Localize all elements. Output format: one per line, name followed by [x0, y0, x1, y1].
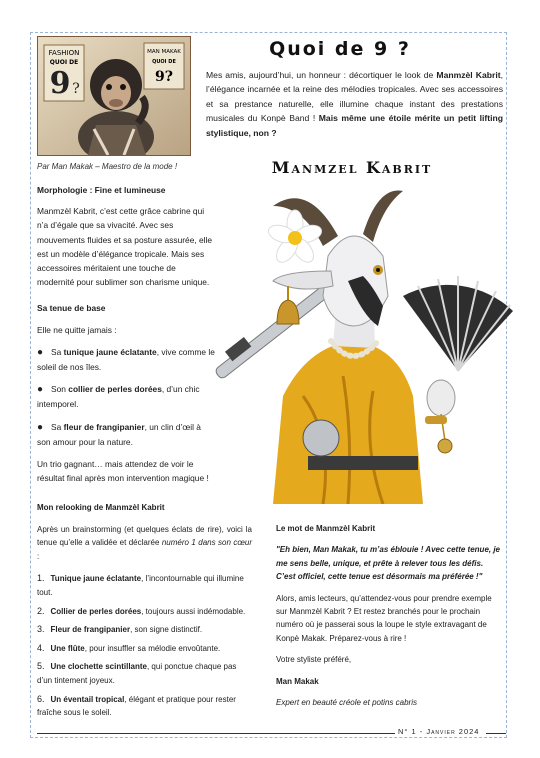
bullet-icon: ● [37, 421, 44, 433]
base-outfit-outro: Un trio gagnant… mais attendez de voir le résultat final après mon intervention magique ! [37, 459, 209, 484]
goat-illustration [213, 176, 513, 504]
list-item: 3. Fleur de frangipanier, son signe distinctif. [37, 624, 203, 635]
quote-heading: Le mot de Manmzèl Kabrit [276, 524, 376, 533]
list-item: ● Sa fleur de frangipanier, un clin d’œil à son amour pour la nature. [37, 421, 201, 447]
signature-name: Man Makak [276, 676, 319, 686]
left-column [37, 183, 215, 493]
footer-rule-right [486, 733, 506, 734]
signature-line: Votre styliste préféré, [276, 655, 352, 665]
relooking-heading: Mon relooking de Manmzèl Kabrit [37, 503, 165, 512]
svg-text:FASHION: FASHION [48, 49, 80, 57]
fashion-monkey-image [37, 36, 191, 156]
footer-rule [37, 733, 395, 734]
list-item: 5. Une clochette scintillante, qui ponctue chaque pas d’un tintement joyeux. [37, 661, 237, 685]
page-title: Quoi de 9 ? [269, 38, 411, 60]
list-item: ● Sa tunique jaune éclatante, vive comme le soleil de nos îles. [37, 346, 215, 373]
svg-text:9: 9 [49, 66, 71, 101]
closing-paragraph: Alors, amis lecteurs, qu’attendez-vous pour prendre exemple sur Manmzèl Kabrit ? Et restez branchés pour le prochain numéro où je passerai sous la loupe le style extravagant de Konpè Makak. Préparez-vous à rire ! [276, 593, 492, 643]
byline: Par Man Makak – Maestro de la mode ! [37, 162, 178, 171]
relooking-section [37, 501, 252, 725]
base-outfit-heading: Sa tenue de base [37, 303, 106, 314]
svg-text:9?: 9? [155, 69, 173, 85]
section-title: Manmzel Kabrit [271, 158, 433, 177]
list-item: 6. Un éventail tropical, élégant et pratique pour rester fraîche sous le soleil. [37, 693, 236, 718]
relooking-list [37, 572, 252, 719]
list-item: 4. Une flûte, pour insuffler sa mélodie envoûtante. [37, 642, 221, 653]
list-item: 2. Collier de perles dorées, toujours aussi indémodable. [37, 605, 246, 616]
bullet-icon: ● [37, 384, 44, 396]
svg-text:QUOI DE: QUOI DE [152, 59, 176, 65]
svg-text:QUOI DE: QUOI DE [49, 59, 79, 66]
svg-text:?: ? [72, 81, 80, 97]
issue-footer: N° 1 - Janvier 2024 [398, 727, 480, 736]
morphology-heading: Morphologie : Fine et lumineuse [37, 185, 166, 195]
base-outfit-intro: Elle ne quitte jamais : [37, 324, 117, 335]
svg-text:MAN MAKAK: MAN MAKAK [147, 49, 181, 55]
relooking-intro: Après un brainstorming (et quelques éclats de rire), voici la tenue qu’elle a validée et déclarée numéro 1 dans son cœur : [37, 524, 252, 561]
signature-title: Expert en beauté créole et potins cabris [276, 698, 417, 708]
list-item: ● Son collier de perles dorées, d’un chic intemporel. [37, 384, 200, 410]
bullet-icon: ● [37, 346, 44, 358]
quote-section [276, 522, 504, 717]
list-item: 1. Tunique jaune éclatante, l’incontournable qui illumine tout. [37, 573, 244, 597]
quote-text: "Eh bien, Man Makak, tu m’as éblouie ! Avec cette tenue, je me sens belle, unique, et prête à relever tous les défis. C’est officiel, cette tenue est désormais ma préférée !" [276, 545, 501, 582]
morphology-text: Manmzèl Kabrit, c’est cette grâce cabrine qui n’a d’égale que sa vivacité. Avec ses mouvements fluides et sa posture assurée, elle est un modèle d’élégance tropicale. Mais ses accessoires méritaient une touche de modernité pour sublimer son charisme unique. [37, 206, 213, 288]
intro-paragraph: Mes amis, aujourd’hui, un honneur : décortiquer le look de Manmzèl Kabrit, l’élégance incarnée et la reine des mélodies tropicales. Avec ses accessoires et sa prestance naturelle, elle illumine chaque instant des prestations musicales du Konpè Band ! Mais même une étoile mérite un petit lifting stylistique, non ? [206, 70, 504, 138]
